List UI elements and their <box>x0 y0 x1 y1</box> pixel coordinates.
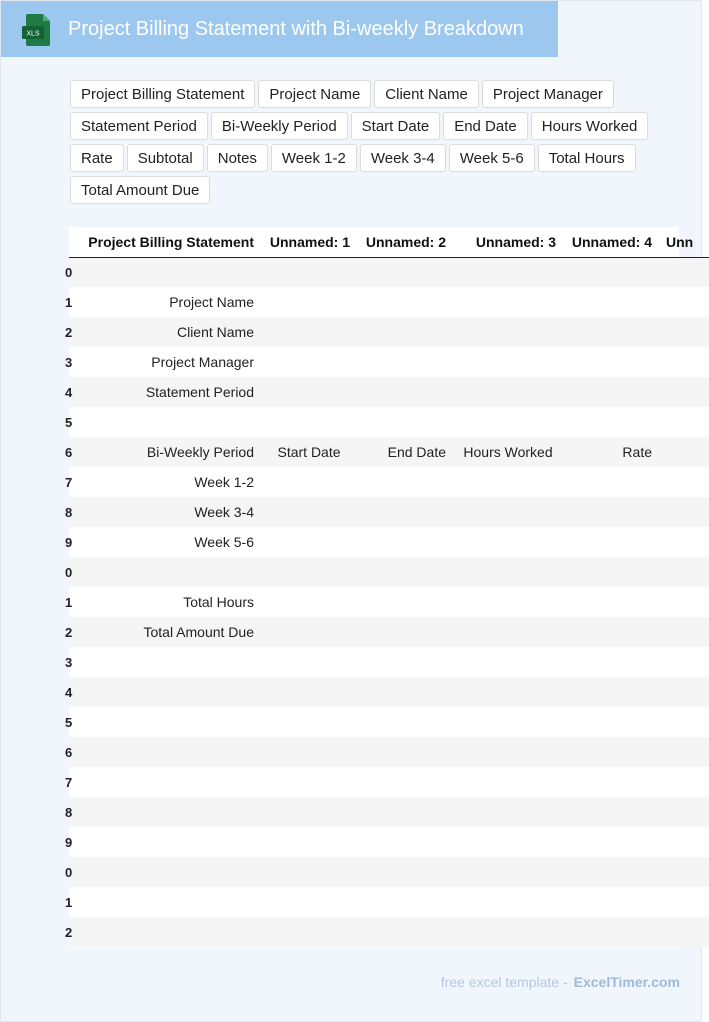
table-cell[interactable] <box>357 587 453 617</box>
column-chip[interactable]: Client Name <box>374 80 479 108</box>
table-cell[interactable] <box>357 347 453 377</box>
table-cell[interactable] <box>563 857 659 887</box>
table-cell[interactable]: Project Name <box>80 287 261 317</box>
index-header[interactable] <box>69 227 80 257</box>
table-cell[interactable] <box>261 467 357 497</box>
table-cell[interactable] <box>261 737 357 767</box>
table-cell[interactable] <box>357 767 453 797</box>
table-cell[interactable] <box>453 497 563 527</box>
column-header[interactable]: Unnamed: 2 <box>357 227 453 257</box>
table-cell[interactable] <box>453 317 563 347</box>
table-cell[interactable] <box>357 317 453 347</box>
table-cell[interactable] <box>659 347 709 377</box>
table-cell[interactable] <box>563 767 659 797</box>
row-index[interactable]: 8 <box>69 797 80 827</box>
row-index[interactable]: 8 <box>69 497 80 527</box>
table-cell[interactable] <box>659 407 709 437</box>
table-row <box>69 827 709 857</box>
row-index[interactable]: 0 <box>69 857 80 887</box>
table-cell[interactable] <box>357 857 453 887</box>
table-cell[interactable]: Week 1-2 <box>80 467 261 497</box>
row-index[interactable]: 3 <box>69 347 80 377</box>
row-index[interactable]: 4 <box>69 377 80 407</box>
table-cell[interactable] <box>261 557 357 587</box>
table-cell[interactable] <box>453 587 563 617</box>
row-index[interactable]: 4 <box>69 677 80 707</box>
table-cell[interactable] <box>563 737 659 767</box>
table-cell[interactable] <box>659 677 709 707</box>
table-cell[interactable] <box>357 257 453 287</box>
table-cell[interactable] <box>659 767 709 797</box>
row-index[interactable]: 5 <box>69 407 80 437</box>
table-cell[interactable] <box>659 437 709 467</box>
table-cell[interactable] <box>563 407 659 437</box>
table-cell[interactable] <box>563 647 659 677</box>
table-cell[interactable] <box>563 557 659 587</box>
row-index[interactable]: 2 <box>69 617 80 647</box>
table-cell[interactable] <box>563 257 659 287</box>
table-cell[interactable] <box>563 467 659 497</box>
table-cell[interactable]: Total Amount Due <box>80 617 261 647</box>
table-cell[interactable] <box>261 857 357 887</box>
row-index[interactable]: 7 <box>69 767 80 797</box>
title-banner <box>1 1 558 57</box>
table-cell[interactable] <box>563 797 659 827</box>
table-cell[interactable] <box>80 917 261 947</box>
table-cell[interactable] <box>261 497 357 527</box>
table-cell[interactable] <box>453 707 563 737</box>
table-cell[interactable] <box>261 917 357 947</box>
table-cell[interactable] <box>659 737 709 767</box>
table-cell[interactable] <box>80 887 261 917</box>
table-cell[interactable] <box>80 797 261 827</box>
data-table <box>65 227 709 947</box>
table-cell[interactable] <box>659 617 709 647</box>
table-row <box>69 527 709 557</box>
table-cell[interactable] <box>453 737 563 767</box>
table-cell[interactable] <box>453 347 563 377</box>
column-header[interactable]: Unnamed: 4 <box>563 227 659 257</box>
table-cell[interactable]: Project Manager <box>80 347 261 377</box>
table-cell[interactable] <box>357 527 453 557</box>
column-chip[interactable]: Total Hours <box>538 144 636 172</box>
column-chip[interactable]: Project Name <box>258 80 371 108</box>
table-cell[interactable] <box>659 827 709 857</box>
table-row <box>69 347 709 377</box>
table-row <box>69 257 709 287</box>
table-cell[interactable] <box>80 827 261 857</box>
column-chip[interactable]: Total Amount Due <box>70 176 210 204</box>
footer-brand-link[interactable]: ExcelTimer.com <box>573 974 680 990</box>
row-index[interactable]: 3 <box>69 647 80 677</box>
table-row <box>69 317 709 347</box>
table-cell[interactable] <box>357 557 453 587</box>
table-row <box>69 377 709 407</box>
table-cell[interactable] <box>563 287 659 317</box>
table-header-row <box>69 227 709 257</box>
column-header[interactable]: Unnamed: 3 <box>453 227 563 257</box>
table-cell[interactable] <box>357 737 453 767</box>
table-cell[interactable] <box>563 527 659 557</box>
table-cell[interactable] <box>453 617 563 647</box>
table-cell[interactable] <box>453 647 563 677</box>
table-row <box>69 647 709 677</box>
table-cell[interactable] <box>357 407 453 437</box>
table-cell[interactable] <box>357 467 453 497</box>
table-row <box>69 797 709 827</box>
table-cell[interactable] <box>453 377 563 407</box>
column-chip[interactable]: Hours Worked <box>531 112 649 140</box>
row-index[interactable]: 1 <box>69 287 80 317</box>
table-cell[interactable] <box>80 407 261 437</box>
table-cell[interactable] <box>80 767 261 797</box>
table-cell[interactable] <box>563 917 659 947</box>
table-cell[interactable] <box>261 287 357 317</box>
footer-credit <box>441 974 680 990</box>
table-cell[interactable] <box>453 797 563 827</box>
column-header[interactable]: Unnamed: 1 <box>261 227 357 257</box>
table-cell[interactable] <box>357 647 453 677</box>
table-row <box>69 557 709 587</box>
table-row <box>69 887 709 917</box>
row-index[interactable]: 5 <box>69 707 80 737</box>
column-chip[interactable]: Project Billing Statement <box>70 80 255 108</box>
table-cell[interactable] <box>563 587 659 617</box>
row-index[interactable]: 9 <box>69 527 80 557</box>
table-cell[interactable] <box>453 287 563 317</box>
table-row <box>69 707 709 737</box>
row-index[interactable]: 2 <box>69 317 80 347</box>
table-row <box>69 497 709 527</box>
table-cell[interactable]: Start Date <box>261 437 357 467</box>
table-cell[interactable]: Total Hours <box>80 587 261 617</box>
table-row <box>69 287 709 317</box>
table-row <box>69 407 709 437</box>
table-cell[interactable] <box>453 527 563 557</box>
table-cell[interactable] <box>659 287 709 317</box>
table-row <box>69 767 709 797</box>
table-cell[interactable] <box>261 587 357 617</box>
table-cell[interactable] <box>563 617 659 647</box>
table-cell[interactable] <box>453 467 563 497</box>
table-cell[interactable] <box>261 347 357 377</box>
table-cell[interactable] <box>659 377 709 407</box>
table-row <box>69 617 709 647</box>
table-cell[interactable] <box>563 827 659 857</box>
table-cell[interactable] <box>357 677 453 707</box>
column-chip[interactable]: Notes <box>207 144 268 172</box>
row-index[interactable]: 9 <box>69 827 80 857</box>
table-cell[interactable]: Bi-Weekly Period <box>80 437 261 467</box>
table-cell[interactable]: Client Name <box>80 317 261 347</box>
data-table-container[interactable] <box>65 227 694 948</box>
table-cell[interactable] <box>261 257 357 287</box>
table-cell[interactable] <box>261 317 357 347</box>
table-cell[interactable] <box>357 377 453 407</box>
table-cell[interactable] <box>357 287 453 317</box>
table-row <box>69 737 709 767</box>
column-chip[interactable]: Week 1-2 <box>271 144 357 172</box>
table-cell[interactable] <box>453 557 563 587</box>
table-cell[interactable] <box>563 317 659 347</box>
table-cell[interactable] <box>659 887 709 917</box>
table-cell[interactable] <box>80 257 261 287</box>
table-cell[interactable] <box>659 557 709 587</box>
table-cell[interactable] <box>357 707 453 737</box>
table-cell[interactable]: Rate <box>563 437 659 467</box>
page-title: Project Billing Statement with Bi-weekly Breakdown <box>68 18 524 40</box>
table-cell[interactable] <box>261 707 357 737</box>
table-cell[interactable] <box>261 407 357 437</box>
row-index[interactable]: 1 <box>69 887 80 917</box>
table-row <box>69 467 709 497</box>
table-cell[interactable] <box>261 377 357 407</box>
row-index[interactable]: 1 <box>69 587 80 617</box>
table-cell[interactable] <box>453 767 563 797</box>
table-cell[interactable] <box>659 647 709 677</box>
row-index[interactable]: 6 <box>69 437 80 467</box>
table-cell[interactable] <box>659 797 709 827</box>
table-cell[interactable] <box>357 887 453 917</box>
table-cell[interactable]: Week 3-4 <box>80 497 261 527</box>
table-cell[interactable] <box>357 827 453 857</box>
table-cell[interactable] <box>563 347 659 377</box>
table-cell[interactable] <box>261 797 357 827</box>
table-cell[interactable] <box>659 857 709 887</box>
table-cell[interactable] <box>659 527 709 557</box>
table-cell[interactable]: Hours Worked <box>453 437 563 467</box>
table-cell[interactable] <box>659 587 709 617</box>
table-cell[interactable] <box>261 767 357 797</box>
table-cell[interactable] <box>453 407 563 437</box>
table-cell[interactable] <box>659 497 709 527</box>
table-cell[interactable] <box>357 917 453 947</box>
table-cell[interactable]: End Date <box>357 437 453 467</box>
table-cell[interactable] <box>563 677 659 707</box>
table-cell[interactable] <box>563 887 659 917</box>
table-cell[interactable] <box>261 527 357 557</box>
table-cell[interactable] <box>80 737 261 767</box>
table-cell[interactable] <box>80 857 261 887</box>
table-cell[interactable] <box>453 917 563 947</box>
table-cell[interactable] <box>563 377 659 407</box>
footer-text: free excel template - <box>440 974 568 990</box>
icon-label: XLS <box>26 30 40 38</box>
table-cell[interactable] <box>453 827 563 857</box>
table-cell[interactable] <box>80 557 261 587</box>
table-cell[interactable] <box>659 917 709 947</box>
table-cell[interactable] <box>453 857 563 887</box>
row-index[interactable]: 0 <box>69 257 80 287</box>
table-cell[interactable] <box>357 497 453 527</box>
table-cell[interactable] <box>261 647 357 677</box>
table-cell[interactable] <box>563 497 659 527</box>
row-index[interactable]: 2 <box>69 917 80 947</box>
column-chip[interactable]: Subtotal <box>127 144 204 172</box>
table-cell[interactable] <box>453 677 563 707</box>
table-cell[interactable] <box>659 317 709 347</box>
row-index[interactable]: 0 <box>69 557 80 587</box>
column-chip-list <box>70 80 695 204</box>
table-cell[interactable] <box>80 677 261 707</box>
column-chip[interactable]: Rate <box>70 144 124 172</box>
table-cell[interactable] <box>563 707 659 737</box>
table-cell[interactable] <box>659 257 709 287</box>
table-row <box>69 857 709 887</box>
column-chip[interactable]: Start Date <box>351 112 441 140</box>
table-cell[interactable] <box>453 887 563 917</box>
table-cell[interactable] <box>261 677 357 707</box>
table-body <box>65 257 709 947</box>
column-chip[interactable]: Statement Period <box>70 112 208 140</box>
table-cell[interactable]: Statement Period <box>80 377 261 407</box>
table-cell[interactable] <box>80 647 261 677</box>
table-row <box>69 437 709 467</box>
table-cell[interactable] <box>357 617 453 647</box>
column-header[interactable]: Unn <box>659 227 709 257</box>
table-row <box>69 677 709 707</box>
table-cell[interactable]: Week 5-6 <box>80 527 261 557</box>
column-chip[interactable]: Project Manager <box>482 80 614 108</box>
row-index[interactable]: 7 <box>69 467 80 497</box>
table-cell[interactable] <box>261 827 357 857</box>
table-cell[interactable] <box>659 707 709 737</box>
table-cell[interactable] <box>357 797 453 827</box>
table-cell[interactable] <box>261 887 357 917</box>
table-cell[interactable] <box>659 467 709 497</box>
table-cell[interactable] <box>80 707 261 737</box>
row-index[interactable]: 6 <box>69 737 80 767</box>
table-row <box>69 917 709 947</box>
column-header[interactable]: Project Billing Statement <box>80 227 261 257</box>
column-chip[interactable]: End Date <box>443 112 528 140</box>
column-chip[interactable]: Bi-Weekly Period <box>211 112 348 140</box>
column-chip[interactable]: Week 3-4 <box>360 144 446 172</box>
excel-file-icon <box>22 14 52 46</box>
column-chip[interactable]: Week 5-6 <box>449 144 535 172</box>
table-cell[interactable] <box>261 617 357 647</box>
table-cell[interactable] <box>453 257 563 287</box>
table-row <box>69 587 709 617</box>
